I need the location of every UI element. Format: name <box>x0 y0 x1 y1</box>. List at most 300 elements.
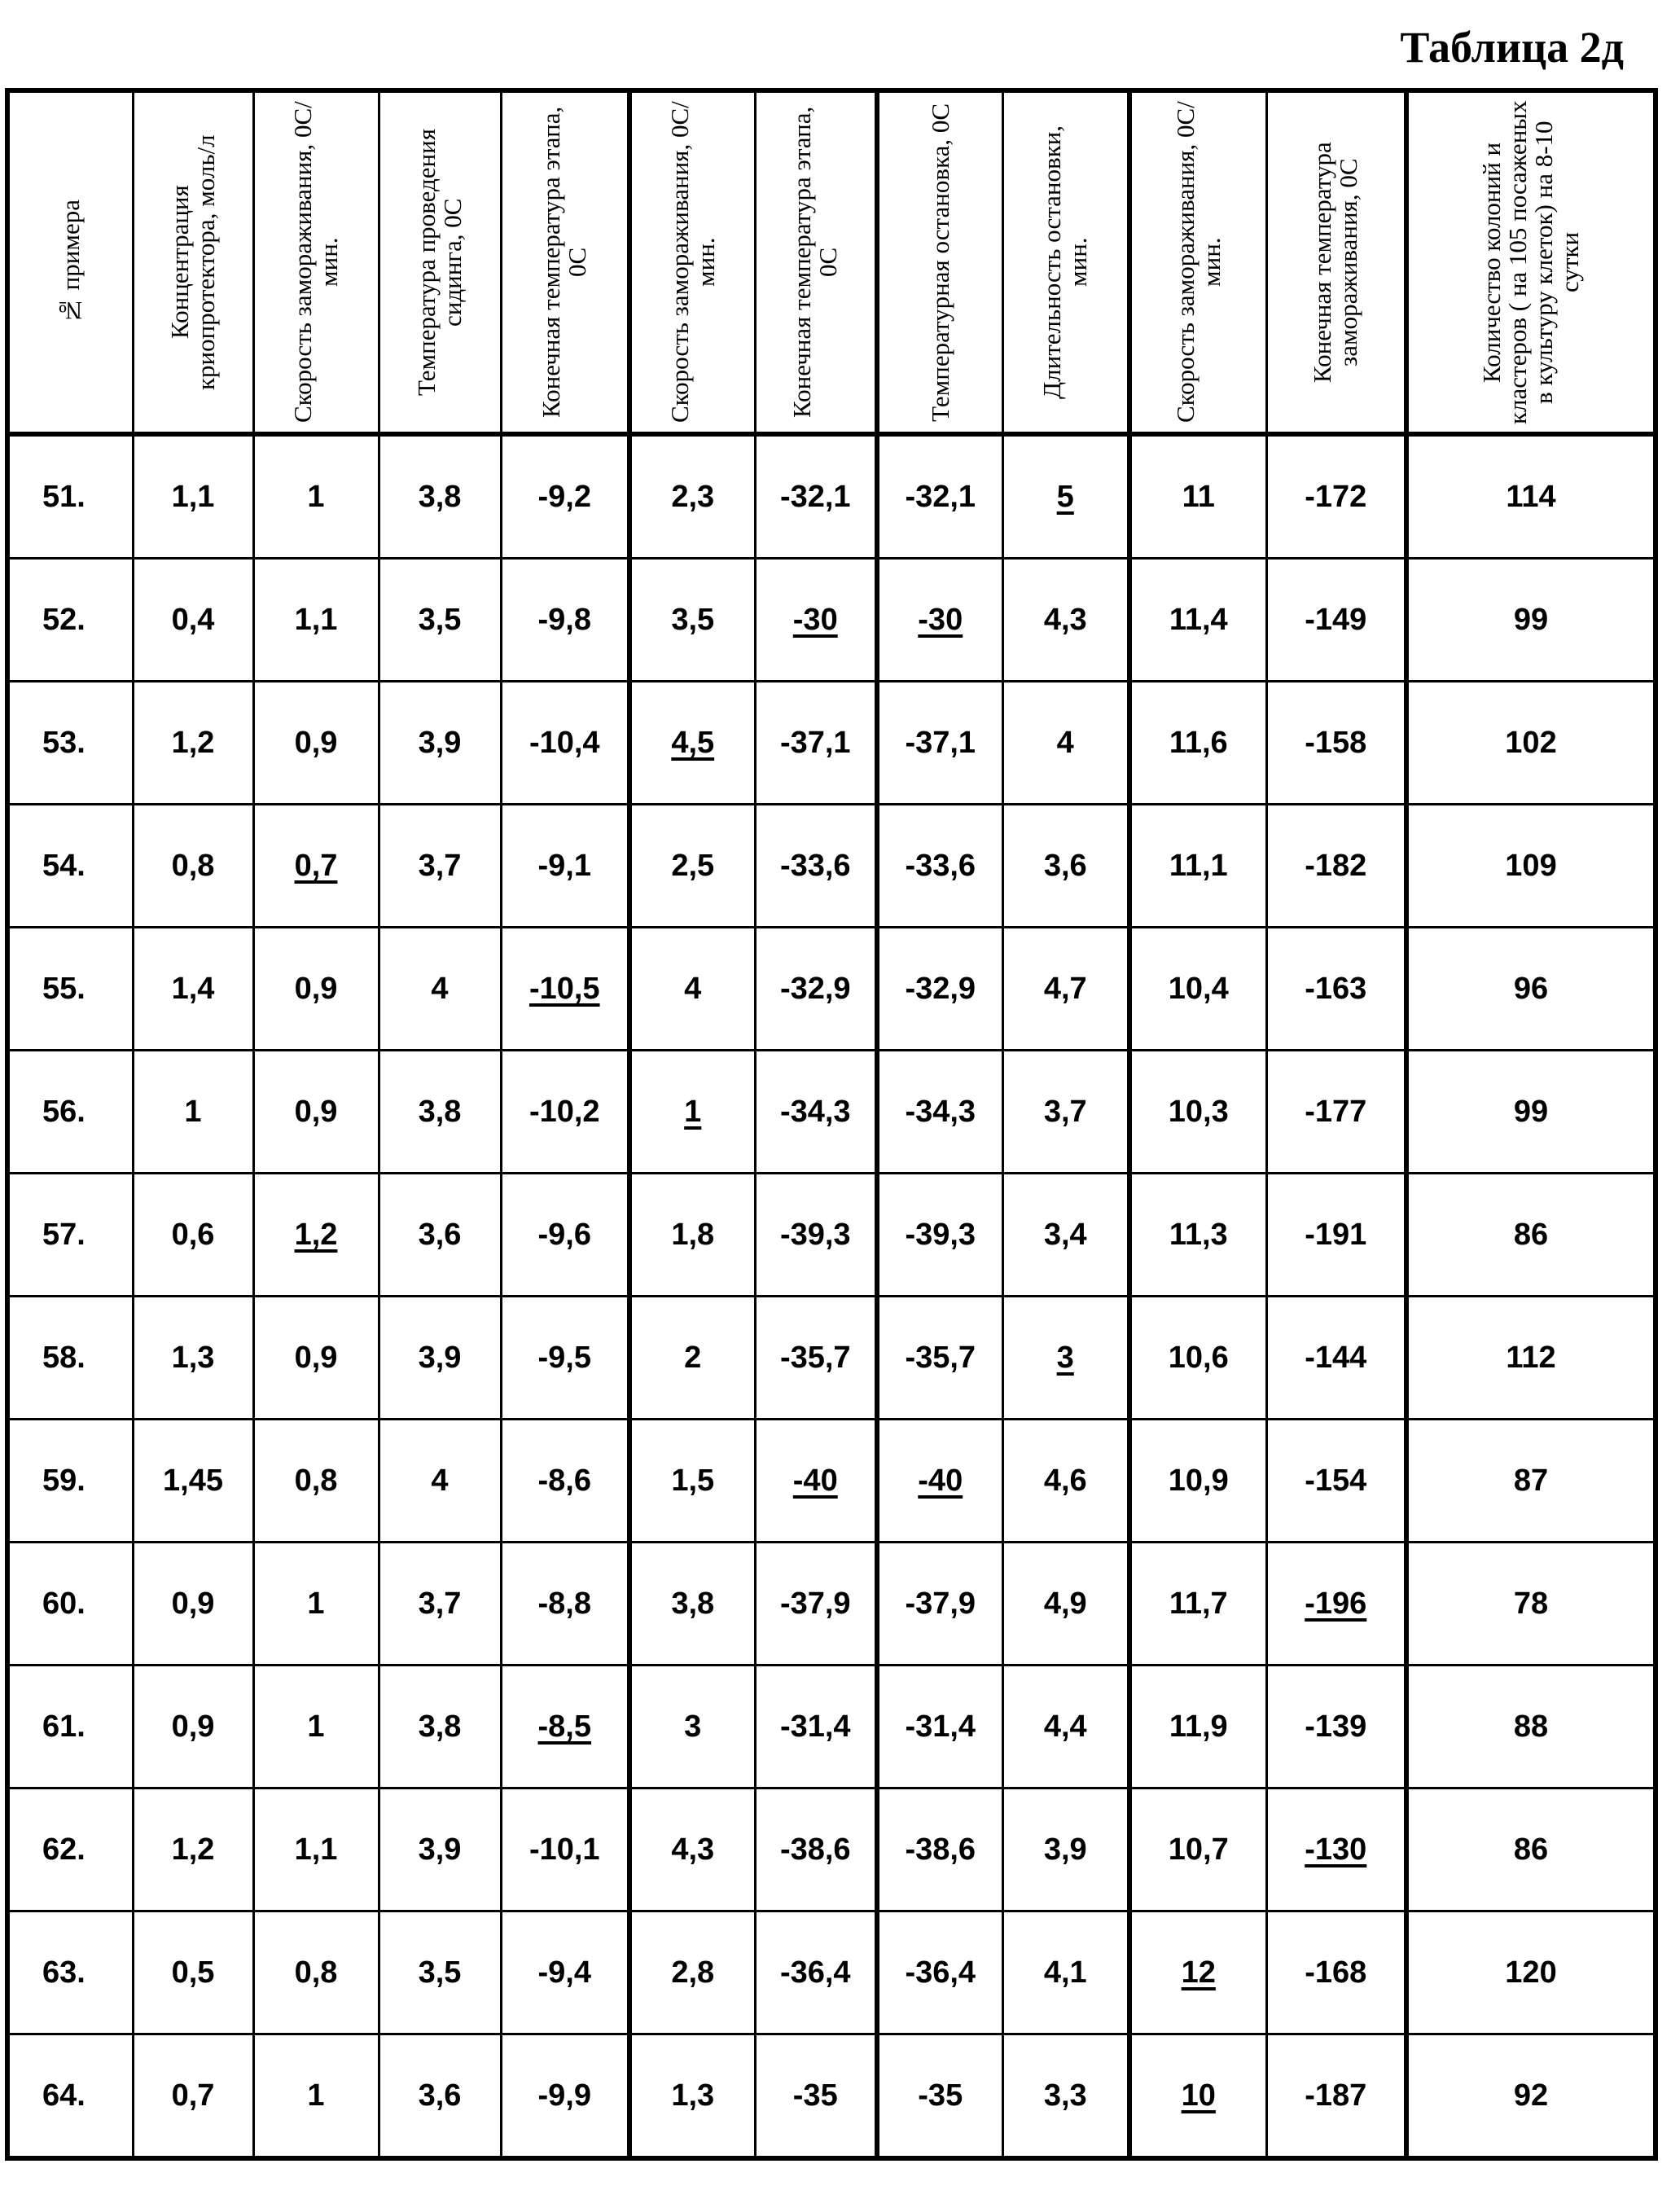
cell-value: 10,6 <box>1169 1341 1229 1375</box>
table-cell <box>1002 2034 1129 2159</box>
cell-value: 11,9 <box>1169 1709 1228 1744</box>
table-cell <box>629 805 755 928</box>
table-cell <box>1002 1911 1129 2034</box>
table-row <box>7 805 1656 928</box>
table-cell <box>379 1174 501 1297</box>
cell-value: -10,1 <box>529 1832 600 1867</box>
cell-value: 10 <box>1182 2078 1216 2113</box>
table-cell <box>755 434 877 559</box>
example-number-cell <box>7 1174 133 1297</box>
cell-value: 1,8 <box>671 1218 714 1252</box>
table-caption: Таблица 2д <box>1400 18 1624 77</box>
cell-value: -34,3 <box>905 1095 976 1129</box>
table-cell <box>379 434 501 559</box>
table-cell <box>379 1911 501 2034</box>
table-cell <box>1266 559 1406 682</box>
cell-value: 3,8 <box>419 1095 462 1129</box>
example-number-cell <box>7 1420 133 1543</box>
cell-value: -10,2 <box>529 1095 600 1129</box>
example-number-cell <box>7 1051 133 1174</box>
table-cell <box>1129 805 1266 928</box>
cell-value: -182 <box>1305 849 1366 883</box>
table-cell <box>629 928 755 1051</box>
cell-value: -37,9 <box>905 1587 976 1621</box>
cell-value: 1 <box>307 1709 324 1744</box>
table-cell <box>1002 559 1129 682</box>
header-seeding-temperature: Температура проведения сидинга, 0С <box>379 90 501 434</box>
table-cell <box>1129 682 1266 805</box>
cell-value: 1,4 <box>172 972 215 1006</box>
table-row <box>7 1788 1656 1911</box>
table-cell <box>501 1911 629 2034</box>
table-cell <box>501 434 629 559</box>
cell-value: 63. <box>42 1955 86 1990</box>
table-row <box>7 2034 1656 2159</box>
cell-value: -33,6 <box>905 849 976 883</box>
table-cell <box>629 1666 755 1788</box>
cell-value: 3,6 <box>419 1218 462 1252</box>
table-cell <box>877 559 1002 682</box>
cell-value: 3,6 <box>1044 849 1087 883</box>
cell-value: -10,4 <box>529 726 600 760</box>
table-cell <box>379 1297 501 1420</box>
table-cell <box>755 1174 877 1297</box>
table-cell <box>501 1174 629 1297</box>
table-cell <box>253 1420 379 1543</box>
cell-value: 11 <box>1182 480 1215 514</box>
cell-value: 59. <box>42 1464 86 1498</box>
cell-value: 11,7 <box>1169 1587 1228 1621</box>
cell-value: 3,4 <box>1044 1218 1087 1252</box>
cell-value: -187 <box>1305 2078 1366 2113</box>
cell-value: 4,3 <box>671 1832 714 1867</box>
cell-value: -149 <box>1305 603 1366 637</box>
table-cell <box>133 1543 253 1666</box>
cell-value: -31,4 <box>780 1709 851 1744</box>
table-cell <box>133 682 253 805</box>
table-cell <box>1406 434 1656 559</box>
table-cell <box>1406 559 1656 682</box>
example-number-cell <box>7 1788 133 1911</box>
cell-value: 4,3 <box>1044 603 1087 637</box>
cell-value: 10,4 <box>1169 972 1229 1006</box>
cell-value: -30 <box>918 603 963 637</box>
cell-value: 3,9 <box>419 1832 462 1867</box>
cell-value: -9,1 <box>538 849 591 883</box>
cell-value: 4,9 <box>1044 1587 1087 1621</box>
table-cell <box>1002 434 1129 559</box>
cell-value: 1,2 <box>172 1832 215 1867</box>
cell-value: 2,3 <box>671 480 714 514</box>
cell-value: 3,8 <box>419 1709 462 1744</box>
cell-value: 102 <box>1505 726 1556 760</box>
table-cell <box>877 434 1002 559</box>
cell-value: 1 <box>307 1587 324 1621</box>
cell-value: -38,6 <box>780 1832 851 1867</box>
cell-value: -154 <box>1305 1464 1366 1498</box>
table-cell <box>755 1543 877 1666</box>
table-cell <box>501 2034 629 2159</box>
table-cell <box>755 682 877 805</box>
cell-value: 120 <box>1505 1955 1556 1990</box>
table-cell <box>1002 682 1129 805</box>
header-final-freezing-temp: Конечная температура замораживания, 0С <box>1266 90 1406 434</box>
table-cell <box>1002 1174 1129 1297</box>
table-cell <box>755 805 877 928</box>
table-cell <box>1129 1051 1266 1174</box>
cell-value: -31,4 <box>905 1709 976 1744</box>
header-stop-duration: Длительность остановки, мин. <box>1002 90 1129 434</box>
cell-value: 0,7 <box>172 2078 215 2113</box>
cell-value: -139 <box>1305 1709 1366 1744</box>
table-cell <box>133 1911 253 2034</box>
table-row <box>7 1666 1656 1788</box>
table-cell <box>253 928 379 1051</box>
cell-value: 11,3 <box>1169 1218 1228 1252</box>
cell-value: 3,9 <box>419 726 462 760</box>
table-row <box>7 1297 1656 1420</box>
header-temperature-stop: Температурная остановка, 0С <box>877 90 1002 434</box>
cell-value: 1,5 <box>671 1464 714 1498</box>
cell-value: -37,9 <box>780 1587 851 1621</box>
table-cell <box>1266 1666 1406 1788</box>
table-cell <box>253 805 379 928</box>
table-cell <box>629 1911 755 2034</box>
cell-value: 96 <box>1514 972 1548 1006</box>
table-cell <box>877 1051 1002 1174</box>
cell-value: -37,1 <box>780 726 851 760</box>
example-number-cell <box>7 559 133 682</box>
cell-value: 54. <box>42 849 86 883</box>
table-cell <box>1266 1051 1406 1174</box>
table-cell <box>501 1788 629 1911</box>
table-row <box>7 1174 1656 1297</box>
example-number-cell <box>7 1666 133 1788</box>
table-cell <box>1406 1051 1656 1174</box>
table-cell <box>1406 1420 1656 1543</box>
table-cell <box>877 1174 1002 1297</box>
table-cell <box>501 1666 629 1788</box>
table-cell <box>253 2034 379 2159</box>
table-row <box>7 1543 1656 1666</box>
cell-value: 0,9 <box>295 1095 338 1129</box>
table-cell <box>379 928 501 1051</box>
cell-value: 55. <box>42 972 86 1006</box>
cell-value: 0,8 <box>295 1955 338 1990</box>
cell-value: 0,9 <box>172 1709 215 1744</box>
table-cell <box>877 1666 1002 1788</box>
table-cell <box>629 1788 755 1911</box>
example-number-cell <box>7 928 133 1051</box>
table-cell <box>133 559 253 682</box>
cell-value: 4,4 <box>1044 1709 1087 1744</box>
cell-value: 53. <box>42 726 86 760</box>
cell-value: 1,3 <box>172 1341 215 1375</box>
table-cell <box>1266 434 1406 559</box>
cell-value: 4,7 <box>1044 972 1087 1006</box>
cell-value: 99 <box>1514 603 1548 637</box>
table-cell <box>379 1788 501 1911</box>
cell-value: -35 <box>793 2078 838 2113</box>
table-cell <box>1129 1666 1266 1788</box>
cell-value: -38,6 <box>905 1832 976 1867</box>
cell-value: 2 <box>684 1341 701 1375</box>
table-cell <box>501 1420 629 1543</box>
table-cell <box>629 2034 755 2159</box>
table-cell <box>133 1297 253 1420</box>
table-cell <box>133 2034 253 2159</box>
table-cell <box>253 1051 379 1174</box>
example-number-cell <box>7 1543 133 1666</box>
cell-value: -34,3 <box>780 1095 851 1129</box>
cell-value: 3 <box>684 1709 701 1744</box>
cell-value: -30 <box>793 603 838 637</box>
header-freezing-rate-2: Скорость замораживания, 0С/мин. <box>629 90 755 434</box>
table-cell <box>379 559 501 682</box>
table-cell <box>629 559 755 682</box>
cell-value: -35,7 <box>780 1341 851 1375</box>
table-cell <box>877 2034 1002 2159</box>
cell-value: -39,3 <box>905 1218 976 1252</box>
table-cell <box>379 1666 501 1788</box>
cell-value: 11,1 <box>1169 849 1228 883</box>
table-cell <box>877 928 1002 1051</box>
table-cell <box>1266 1174 1406 1297</box>
data-table <box>5 88 1658 2161</box>
cell-value: 3,8 <box>419 480 462 514</box>
table-cell <box>629 1420 755 1543</box>
cell-value: -191 <box>1305 1218 1366 1252</box>
table-cell <box>379 1051 501 1174</box>
table-cell <box>629 1297 755 1420</box>
cell-value: 0,9 <box>295 726 338 760</box>
cell-value: 3,7 <box>1044 1095 1087 1129</box>
cell-value: -158 <box>1305 726 1366 760</box>
cell-value: -33,6 <box>780 849 851 883</box>
table-cell <box>1129 1788 1266 1911</box>
header-example-number: № примера <box>7 90 133 434</box>
table-cell <box>1266 1543 1406 1666</box>
table-cell <box>877 805 1002 928</box>
cell-value: 0,4 <box>172 603 215 637</box>
table-cell <box>755 928 877 1051</box>
table-cell <box>877 1543 1002 1666</box>
table-cell <box>1002 1788 1129 1911</box>
table-cell <box>1266 682 1406 805</box>
cell-value: -8,8 <box>538 1587 591 1621</box>
table-cell <box>1129 1911 1266 2034</box>
table-cell <box>1002 1051 1129 1174</box>
cell-value: 60. <box>42 1587 86 1621</box>
table-cell <box>253 1297 379 1420</box>
table-cell <box>1129 1543 1266 1666</box>
cell-value: 12 <box>1182 1955 1216 1990</box>
table-cell <box>501 559 629 682</box>
table-cell <box>1266 2034 1406 2159</box>
cell-value: 114 <box>1506 480 1555 514</box>
cell-value: 4 <box>684 972 701 1006</box>
table-cell <box>379 682 501 805</box>
cell-value: 3,8 <box>671 1587 714 1621</box>
cell-value: -9,8 <box>538 603 591 637</box>
cell-value: 78 <box>1514 1587 1548 1621</box>
cell-value: 1,45 <box>163 1464 223 1498</box>
cell-value: 10,3 <box>1169 1095 1229 1129</box>
table-cell <box>133 928 253 1051</box>
cell-value: 0,5 <box>172 1955 215 1990</box>
table-cell <box>1406 1297 1656 1420</box>
cell-value: 57. <box>42 1218 86 1252</box>
table-cell <box>755 1051 877 1174</box>
header-cryoprotector-concentration: Концентрация криопротектора, моль/л <box>133 90 253 434</box>
table-cell <box>629 1051 755 1174</box>
cell-value: -32,9 <box>780 972 851 1006</box>
table-cell <box>1406 682 1656 805</box>
example-number-cell <box>7 1297 133 1420</box>
cell-value: 1,2 <box>295 1218 338 1252</box>
cell-value: -9,5 <box>538 1341 591 1375</box>
table-cell <box>629 1174 755 1297</box>
table-cell <box>253 682 379 805</box>
cell-value: -9,9 <box>538 2078 591 2113</box>
cell-value: 0,6 <box>172 1218 215 1252</box>
cell-value: 10,9 <box>1169 1464 1229 1498</box>
table-cell <box>629 434 755 559</box>
table-cell <box>877 1420 1002 1543</box>
table-cell <box>1266 1788 1406 1911</box>
example-number-cell <box>7 682 133 805</box>
example-number-cell <box>7 805 133 928</box>
cell-value: 2,8 <box>671 1955 714 1990</box>
cell-value: 3,5 <box>419 603 462 637</box>
table-cell <box>1266 1911 1406 2034</box>
table-cell <box>133 1420 253 1543</box>
cell-value: -177 <box>1305 1095 1366 1129</box>
cell-value: 11,4 <box>1169 603 1228 637</box>
cell-value: -39,3 <box>780 1218 851 1252</box>
table-cell <box>379 2034 501 2159</box>
cell-value: 0,8 <box>172 849 215 883</box>
table-cell <box>253 1911 379 2034</box>
table-cell <box>1266 1297 1406 1420</box>
table-row <box>7 928 1656 1051</box>
cell-value: 3,9 <box>419 1341 462 1375</box>
cell-value: 10,7 <box>1169 1832 1229 1867</box>
table-cell <box>1129 1174 1266 1297</box>
table-cell <box>755 1666 877 1788</box>
cell-value: -163 <box>1305 972 1366 1006</box>
cell-value: 51. <box>42 480 86 514</box>
cell-value: 4,1 <box>1044 1955 1087 1990</box>
cell-value: 1,3 <box>671 2078 714 2113</box>
table-cell <box>133 1051 253 1174</box>
table-cell <box>877 1788 1002 1911</box>
table-cell <box>133 1666 253 1788</box>
table-cell <box>253 1788 379 1911</box>
cell-value: 1 <box>684 1095 701 1129</box>
table-cell <box>1406 2034 1656 2159</box>
cell-value: 1 <box>307 2078 324 2113</box>
cell-value: 0,9 <box>295 972 338 1006</box>
cell-value: -32,1 <box>905 480 976 514</box>
table-cell <box>1266 1420 1406 1543</box>
cell-value: -37,1 <box>905 726 976 760</box>
cell-value: -36,4 <box>905 1955 976 1990</box>
cell-value: 1,1 <box>295 1832 338 1867</box>
table-cell <box>1266 805 1406 928</box>
cell-value: 0,7 <box>295 849 338 883</box>
cell-value: 61. <box>42 1709 86 1744</box>
cell-value: -10,5 <box>529 972 600 1006</box>
cell-value: 1,2 <box>172 726 215 760</box>
table-cell <box>1406 1174 1656 1297</box>
table-cell <box>1002 1666 1129 1788</box>
cell-value: 92 <box>1514 2078 1548 2113</box>
table-cell <box>629 682 755 805</box>
table-cell <box>1406 1666 1656 1788</box>
table-header <box>7 90 1656 434</box>
table-cell <box>379 1543 501 1666</box>
table-cell <box>1002 1297 1129 1420</box>
table-cell <box>877 1911 1002 2034</box>
example-number-cell <box>7 434 133 559</box>
example-number-cell <box>7 1911 133 2034</box>
cell-value: 3,5 <box>671 603 714 637</box>
cell-value: 2,5 <box>671 849 714 883</box>
cell-value: -9,2 <box>538 480 591 514</box>
cell-value: -35,7 <box>905 1341 976 1375</box>
table-cell <box>501 928 629 1051</box>
cell-value: 3,7 <box>419 1587 462 1621</box>
cell-value: 3,7 <box>419 849 462 883</box>
cell-value: -144 <box>1305 1341 1366 1375</box>
header-colony-count: Количество колоний и кластеров ( на 105 посаженых в культуру клеток) на 8-10 сутки <box>1406 90 1656 434</box>
cell-value: 4 <box>431 972 448 1006</box>
cell-value: 58. <box>42 1341 86 1375</box>
cell-value: 86 <box>1514 1832 1548 1867</box>
table-cell <box>1406 928 1656 1051</box>
table-cell <box>1129 1297 1266 1420</box>
table-cell <box>1406 1788 1656 1911</box>
cell-value: 52. <box>42 603 86 637</box>
cell-value: 64. <box>42 2078 86 2113</box>
header-stage-final-temp-1: Конечная температура этапа, 0С <box>501 90 629 434</box>
table-row <box>7 559 1656 682</box>
cell-value: 3,6 <box>419 2078 462 2113</box>
cell-value: 88 <box>1514 1709 1548 1744</box>
cell-value: 99 <box>1514 1095 1548 1129</box>
cell-value: 1,1 <box>172 480 215 514</box>
cell-value: -8,5 <box>538 1709 591 1744</box>
cell-value: -40 <box>918 1464 963 1498</box>
cell-value: 5 <box>1057 480 1074 514</box>
cell-value: 11,6 <box>1169 726 1228 760</box>
cell-value: -8,6 <box>538 1464 591 1498</box>
table-cell <box>253 1666 379 1788</box>
table-cell <box>755 1911 877 2034</box>
table-row <box>7 1911 1656 2034</box>
table-cell <box>755 559 877 682</box>
header-stage-final-temp-2: Конечная температура этапа, 0С <box>755 90 877 434</box>
table-cell <box>133 805 253 928</box>
cell-value: 3,9 <box>1044 1832 1087 1867</box>
table-body <box>7 434 1656 2158</box>
cell-value: -130 <box>1305 1832 1366 1867</box>
table-cell <box>1002 1543 1129 1666</box>
cell-value: 1,1 <box>295 603 338 637</box>
cell-value: 0,8 <box>295 1464 338 1498</box>
table-cell <box>1129 928 1266 1051</box>
